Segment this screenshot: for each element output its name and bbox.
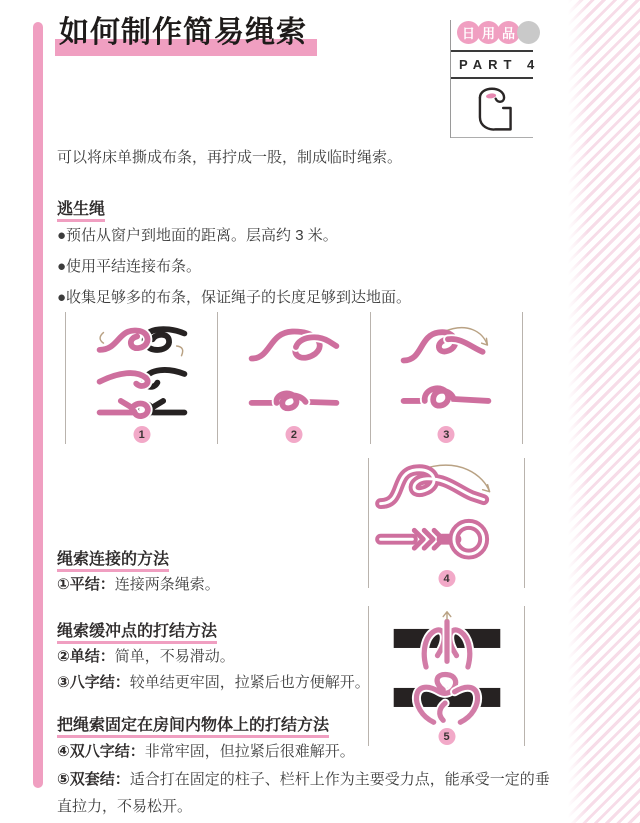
category-badge xyxy=(451,20,533,52)
intro-text: 可以将床单撕成布条，再拧成一股，制成临时绳索。 xyxy=(57,149,403,166)
clove-hitch-illustration xyxy=(387,608,507,726)
figure-number-badge: 1 xyxy=(133,426,150,443)
header-meta-box xyxy=(450,20,541,138)
pink-side-bar-decor xyxy=(33,22,43,788)
overhand-knot-illustration xyxy=(244,320,344,426)
figure-overhand-knot xyxy=(217,312,369,444)
page-title: 如何制作简易绳索 xyxy=(55,14,317,52)
toilet-paper-roll-icon xyxy=(467,82,517,134)
knot-item: ②单结：简单，不易滑动。 xyxy=(57,648,235,665)
figure-eight-knot-illustration xyxy=(396,320,496,426)
bullet-item: ●预估从窗户到地面的距离。层高约 3 米。 xyxy=(57,227,338,244)
badge-empty-dot xyxy=(517,21,540,44)
diagonal-stripes-decor xyxy=(568,0,640,823)
figure-clove-hitch xyxy=(368,606,525,746)
knot-item: ③八字结：较单结更牢固，拉紧后也方便解开。 xyxy=(57,674,370,691)
double-figure-eight-illustration xyxy=(372,460,522,564)
badge-char: 品 xyxy=(497,21,520,44)
section-heading-escape-rope: 逃生绳 xyxy=(57,196,105,219)
section-heading-fix: 把绳索固定在房间内物体上的打结方法 xyxy=(57,712,329,735)
knot-item: ④双八字结：非常牢固，但拉紧后很难解开。 xyxy=(57,743,355,760)
chapter-icon-cell xyxy=(451,79,533,138)
figure-number-badge: 2 xyxy=(285,426,302,443)
figure-number-badge: 5 xyxy=(438,728,455,745)
figure-square-knot xyxy=(65,312,217,444)
badge-char: 日 xyxy=(457,21,480,44)
badge-char: 用 xyxy=(477,21,500,44)
bullet-item: ●收集足够多的布条，保证绳子的长度足够到达地面。 xyxy=(57,289,412,306)
bullet-item: ●使用平结连接布条。 xyxy=(57,258,202,275)
knot-item: ①平结：连接两条绳索。 xyxy=(57,576,220,593)
figure-double-eight-knot xyxy=(368,458,525,588)
knot-figure-row xyxy=(65,312,523,444)
part-label: PART 4 xyxy=(451,52,533,79)
escape-rope-bullets xyxy=(57,224,539,317)
square-knot-illustration xyxy=(92,320,192,426)
knot-item: ⑤双套结：适合打在固定的柱子、栏杆上作为主要受力点，能承受一定的垂直拉力，不易松开。 xyxy=(57,771,550,815)
section-heading-buffer: 绳索缓冲点的打结方法 xyxy=(57,618,217,641)
figure-eight-knot xyxy=(370,312,523,444)
section-heading-connect: 绳索连接的方法 xyxy=(57,546,169,569)
figure-number-badge: 3 xyxy=(438,426,455,443)
figure-number-badge: 4 xyxy=(438,570,455,587)
